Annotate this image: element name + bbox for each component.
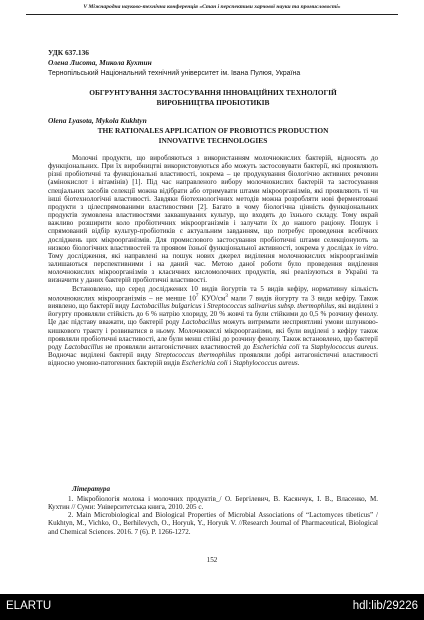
title-en: [48, 126, 378, 145]
p2-s10: проявляли добрі антагоністичні властивості відносно умовно-патогенних бактерій видів: [48, 351, 378, 368]
references-list: [48, 495, 378, 536]
title-en-line-1: THE RATIONALES APPLICATION OF PROBIOTICS PRODUCTION: [97, 126, 329, 135]
p2-s8: та: [299, 342, 311, 351]
p2-s1: Встановлено, що серед досліджених 10 видів йогуртів та 5 видів кефіру, нормативну кількість молочнокислих мікроорганізмів – не менше 10: [48, 284, 378, 302]
title-ua: [48, 88, 378, 107]
p2-species-1: Lactobacillus bulgaricus: [131, 302, 202, 311]
p2-sup-exponent: 7: [195, 293, 199, 299]
p2-s3: мали 7 видів йогурту та 3 види кефіру. Також виявлено, що бактерії виду: [48, 294, 379, 311]
p2-species-4: Staphylococcus aureus: [310, 342, 377, 351]
reference-item-1: 1. Мікробіологія молока і молочних продуктів_/ О. Бергілевич, В. Касянчук, І. В., Власенко, М. Кухтин // Суми: Університетська книга, 2010. 205 с.: [48, 495, 378, 512]
p2-s9: . Водночас виділені бактерії виду: [48, 342, 378, 360]
repository-footer: [0, 594, 424, 620]
page-number: 152: [206, 556, 218, 564]
udc-code: УДК 637.136: [48, 48, 89, 57]
p2-species-7: Staphylococcus aureus: [233, 359, 298, 368]
p1-text-c: . Тому дослідження, які направлені на пошук нових джерел виділення молочнокислих мікроорганізмів залишаються перспективними і на даний час. Метою даної роботи було проведення виділення молочнокислих мікроорганізмів з класичних кисломолочних продуктів, які реалізуються в Україні та визначити у даних бактерій пробіотичні властивості.: [48, 243, 378, 285]
title-ua-line-1: ОБГРУНТУВАННЯ ЗАСТОСУВАННЯ ІННОВАЦІЙНИХ ТЕХНОЛОГІЙ: [89, 88, 337, 97]
p2-s2: КУО/см: [198, 294, 226, 302]
article-body: [48, 154, 378, 367]
p1-text-a: Молочні продукти, що виробляються з використанням молочнокислих бактерій, відносять до функціональних. При їх виробництві використовуються або можуть застосовувати бактерії, які проявляють різні пробіотичні та функціональні властивості, зокрема – це продукування біологічно активних речовин (амінокислот і вітамінів) [1]. Під час направленого вибору молочнокислих бактерій та застосування спеціальних засобів селекції можна відібрати або отримувати штами мікроорганізмів, які проявляють ті чи інші біотехнологічні властивості. Завдяки біотехнологічних методів можна розробляти нові ферментовані продукти з цілеспрямованими властивостями [2]. Багато в чому біологічна цінність функціональних продуктів зумовлена властивостями заквашуваних культур, що входять до їхнього складу. Тому вкрай важливо розширити коло пробіотичних мікроорганізмів і залучати їх до нашого раціону. Пошук і спрямований відбір культур-пробіотиків є актуальним завданням, що потребує проведення всебічних досліджень цих мікроорганізмів. Для промислового застосування пробіотичні штами селекціонують за низкою біологічних властивостей та проявом їхньої функціональної активності, зокрема у дослідах: [48, 154, 378, 252]
repository-name: ELARTU: [6, 600, 52, 612]
p2-s5: , які виділені з йогурту проявляли стійкість до 6 % натрію хлориду, 20 % жовчі та були стійкими до 0,5 % розчину фенолу. Це дає підставу вважати, що бактерії роду: [48, 302, 379, 327]
references-heading: Література: [72, 485, 110, 493]
p2-s7: не проявляли антагоністичних властивостей до: [102, 342, 253, 351]
title-ua-line-2: ВИРОБНИЦТВА ПРОБІОТИКІВ: [156, 97, 270, 107]
p2-species-6: Escherichia coli: [181, 359, 228, 368]
p2-species-2: Streptococcus salivarius subsp. thermophilus: [207, 302, 335, 311]
p2-s4: і: [201, 302, 208, 311]
title-en-line-2: INNOVATIVE TECHNOLOGIES: [158, 135, 268, 145]
body-paragraph-2: [48, 285, 378, 368]
p2-species-3: Escherichia coli: [252, 342, 300, 351]
authors-en: Olena Lyasota, Mykola Kukhtyn: [48, 116, 147, 125]
reference-item-2: 2. Main Microbiological and Biological Properties of Microbial Associations of “Lactomyces tibeticus” / Kukhtyn, M., Vichko, O., Berhilevych, O., Horyuk, Y., Horyuk V. //Research Journal of Pharmaceutical, Biological and Chemical Sciences. 2016. 7 (6). P. 1266-1272.: [48, 511, 378, 536]
running-head: V Міжнародна науково-технічна конференція «Стан і перспективи харчової науки та промисловості»: [83, 4, 341, 10]
header-rule: [26, 14, 398, 15]
p2-sup-cm3: 3: [225, 293, 228, 299]
p2-species-5: Streptococcus thermophilus: [155, 351, 236, 360]
body-paragraph-1: [48, 154, 378, 285]
authors-ua: Олена Лисота, Микола Кухтин: [48, 58, 152, 67]
p1-in-vitro: in vitro: [355, 243, 377, 252]
p2-s6: можуть витримати несприятливі умови шлунково-кишкового тракту і розвиватися в ньому. Молочнокислі мікроорганізми, які були виділені з кефіру також проявляли пробіотичні властивості, але були менш стійкі до розчину фенолу. Також встановлено, що бактерії роду: [48, 318, 379, 351]
p2-genus-2: Lactobacillus: [64, 342, 103, 351]
p2-genus-1: Lactobacillus: [182, 318, 221, 327]
handle-link[interactable]: hdl:lib/29226: [352, 600, 418, 612]
p2-s11: і: [227, 359, 234, 368]
affiliation-ua: Тернопільський Національний технічний університет ім. Івана Пулюя, Україна: [48, 70, 301, 77]
p2-s12: .: [297, 359, 300, 368]
